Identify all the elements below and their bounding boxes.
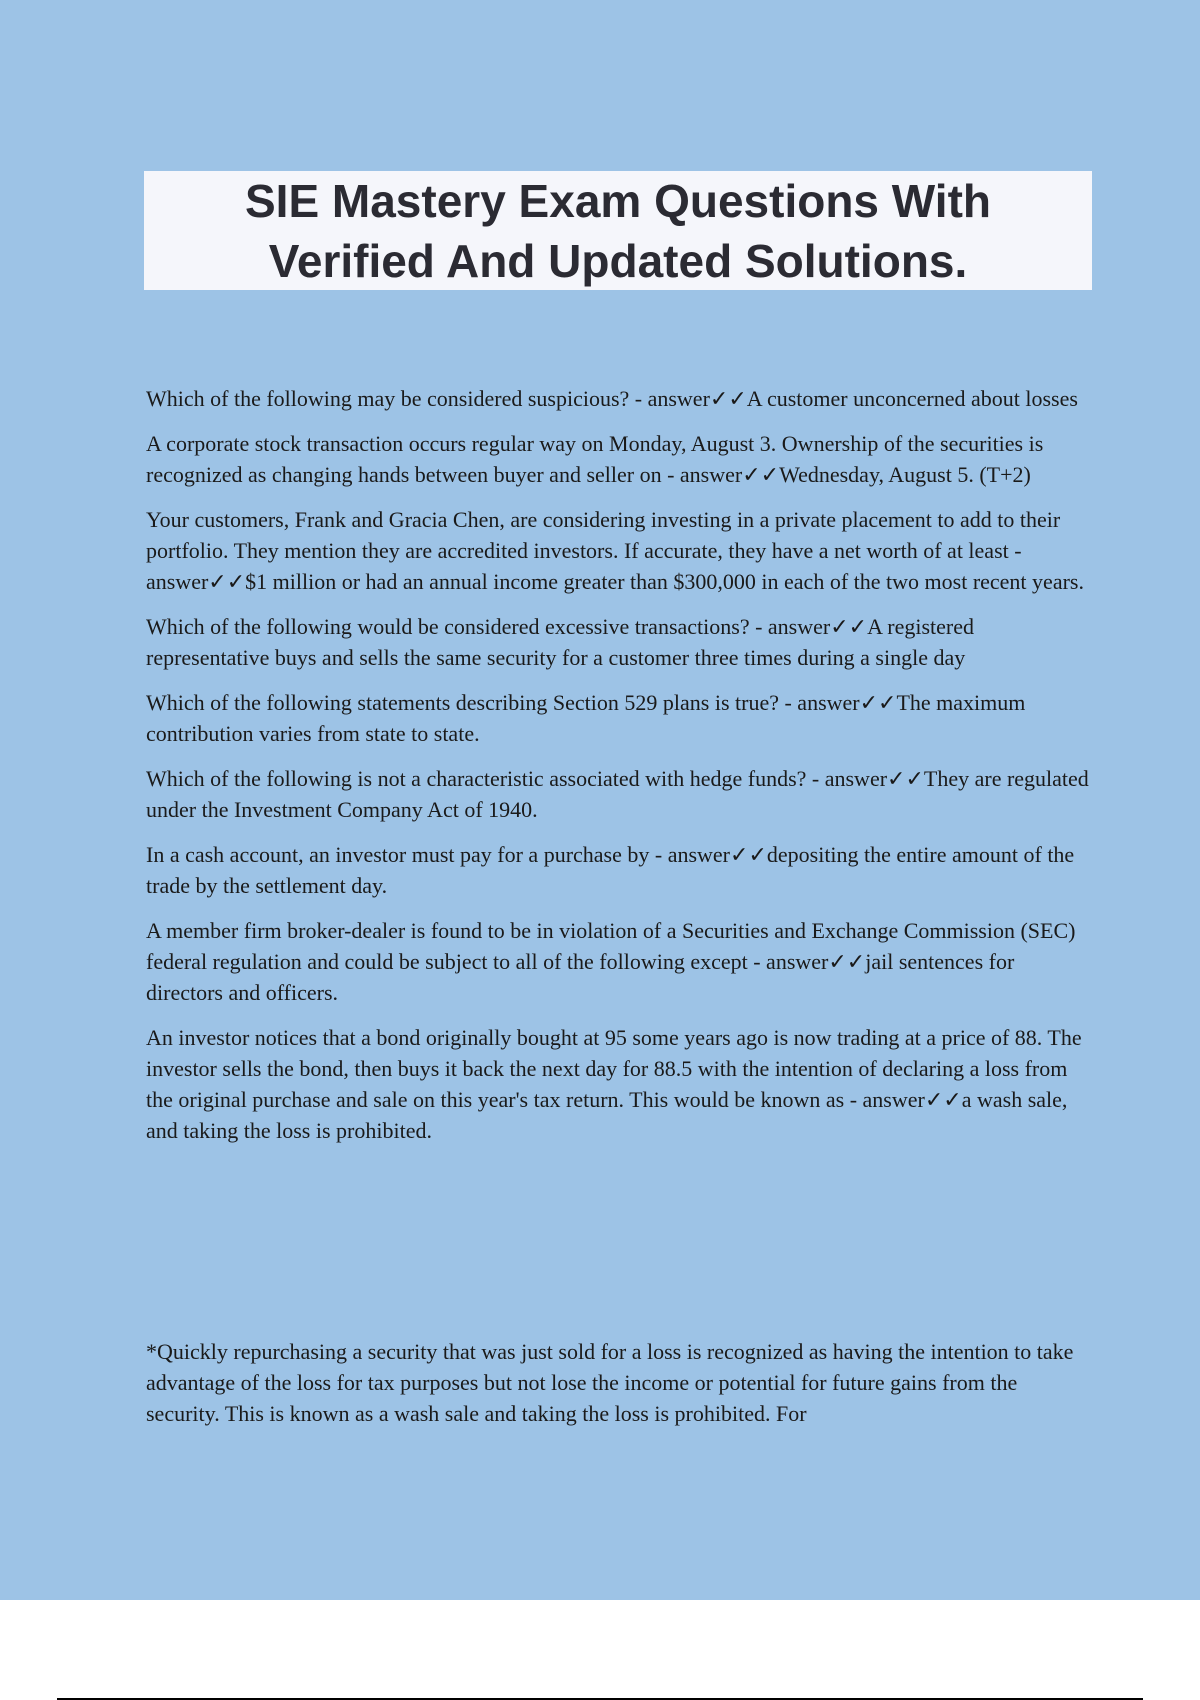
qa-list (146, 383, 1092, 1160)
title-banner (144, 171, 1092, 290)
explanation-note: *Quickly repurchasing a security that was just sold for a loss is recognized as having the intention to take advantage of the loss for tax purposes but not lose the income or potential for future gains from the security. This is known as a wash sale and taking the loss is prohibited. For (146, 1339, 1074, 1426)
qa-item: A member firm broker-dealer is found to be in violation of a Securities and Exchange Commission (SEC) federal regulation and could be subject to all of the following except - answer✓✓jail sentences for directors and officers. (146, 918, 1076, 1005)
qa-item: Which of the following statements describing Section 529 plans is true? - answer✓✓The maximum contribution varies from state to state. (146, 690, 1026, 746)
qa-item: In a cash account, an investor must pay for a purchase by - answer✓✓depositing the entire amount of the trade by the settlement day. (146, 842, 1075, 898)
qa-item: Which of the following may be considered suspicious? - answer✓✓A customer unconcerned about losses (146, 386, 1078, 411)
qa-item: A corporate stock transaction occurs regular way on Monday, August 3. Ownership of the securities is recognized as changing hands between buyer and seller on - answer✓✓Wednesday, August 5. (T+2) (146, 431, 1044, 487)
qa-item: Which of the following is not a characteristic associated with hedge funds? - answer✓✓They are regulated under the Investment Company Act of 1940. (146, 766, 1089, 822)
page-title: SIE Mastery Exam Questions With Verified And Updated Solutions. (244, 174, 992, 287)
qa-item: Which of the following would be considered excessive transactions? - answer✓✓A registered representative buys and sells the same security for a customer three times during a single day (146, 614, 974, 670)
qa-item: An investor notices that a bond originally bought at 95 some years ago is now trading at a price of 88. The investor sells the bond, then buys it back the next day for 88.5 with the intention of declaring a loss from the original purchase and sale on this year's tax return. This would be known as - answer✓✓a wash sale, and taking the loss is prohibited. (146, 1025, 1082, 1143)
qa-item: Your customers, Frank and Gracia Chen, are considering investing in a private placement to add to their portfolio. They mention they are accredited investors. If accurate, they have a net worth of at least - answer✓✓$1 million or had an annual income greater than $300,000 in each of the two most recent years. (146, 507, 1084, 594)
